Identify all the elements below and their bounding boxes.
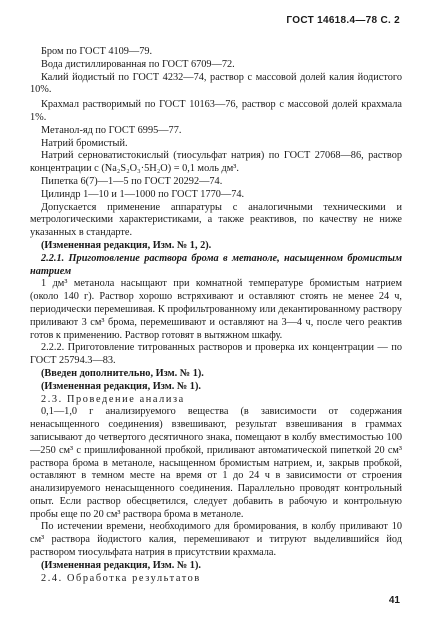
amendment-note: (Измененная редакция, Изм. № 1). xyxy=(41,559,201,571)
section-heading: 2.2.1. Приготовление раствора брома в метаноле, насыщенном бромистым натрием xyxy=(30,252,402,277)
document-body xyxy=(30,44,402,585)
paragraph: 0,1—1,0 г анализируемого вещества (в зависимости от содержания ненасыщенного соединения) взвешивают, результат взвешивания в граммах записывают до четвертого десятичного знака, помещают в колбу вместимостью 100—250 см³ с пришлифованной пробкой, приливают автоматической пипеткой 20 см³ раствора брома в метаноле, насыщенном бромистым натрием, и, закрыв пробкой, оставляют в темном месте на время от 1 до 24 ч в зависимости от строения анализируемого ненасыщенного соединения. Параллельно проводят контрольный опыт. Если раствор обесцветился, следует добавить в рабочую и контрольную пробы еще по 20 см³ раствора брома в метаноле. xyxy=(30,406,402,520)
paragraph: Вода дистиллированная по ГОСТ 6709—72. xyxy=(41,58,235,70)
paragraph: 2.2.2. Приготовление титрованных растворов и проверка их концентрации — по ГОСТ 25794.3—83. xyxy=(30,342,402,367)
amendment-note: (Введен дополнительно, Изм. № 1). xyxy=(41,367,204,379)
paragraph: Цилиндр 1—10 и 1—1000 по ГОСТ 1770—74. xyxy=(41,188,245,200)
paragraph: Бром по ГОСТ 4109—79. xyxy=(41,46,153,57)
amendment-note: (Измененная редакция, Изм. № 1, 2). xyxy=(41,239,212,251)
paragraph: Калий йодистый по ГОСТ 4232—74, раствор с массовой долей калия йодистого 10%. xyxy=(30,71,402,96)
paragraph: Допускается применение аппаратуры с аналогичными техническими и метрологическими характеристиками, а также реактивов, по качеству не ниже указанных в стандарте. xyxy=(30,201,402,239)
paragraph: Натрий бромистый. xyxy=(41,137,128,149)
page-header: ГОСТ 14618.4—78 С. 2 xyxy=(286,15,400,26)
amendment-note: (Измененная редакция, Изм. № 1). xyxy=(41,380,201,392)
paragraph: По истечении времени, необходимого для бромирования, в колбу приливают 10 см³ раствора йодистого калия, перемешивают и титруют выделившийся йод раствором тиосульфата натрия в присутствии крахмала. xyxy=(30,521,402,559)
paragraph: Метанол-яд по ГОСТ 6995—77. xyxy=(41,124,182,136)
section-heading: 2.4. Обработка результатов xyxy=(41,572,201,584)
paragraph: Натрий серноватистокислый (тиосульфат натрия) по ГОСТ 27068—86, раствор концентрации с (Na₂S₂O₃·5H₂O) = 0,1 моль дм³. xyxy=(30,150,402,175)
paragraph: Крахмал растворимый по ГОСТ 10163—76, раствор с массовой долей крахмала 1%. xyxy=(30,99,402,123)
paragraph: 1 дм³ метанола насыщают при комнатной температуре бромистым натрием (около 140 г). Раствор хорошо встряхивают и оставляют стоять не менее 24 ч, периодически перемешивая. К профильтрованному или декантированному раствору приливают 3 см³ брома, перемешивают и оставляют на 3—4 ч, после чего реактив готов к применению. Раствор готовят в вытяжном шкафу. xyxy=(30,278,402,341)
section-heading: 2.3. Проведение анализа xyxy=(41,393,185,405)
paragraph: Пипетка 6(7)—1—5 по ГОСТ 20292—74. xyxy=(41,175,223,187)
page-number: 41 xyxy=(388,595,400,606)
